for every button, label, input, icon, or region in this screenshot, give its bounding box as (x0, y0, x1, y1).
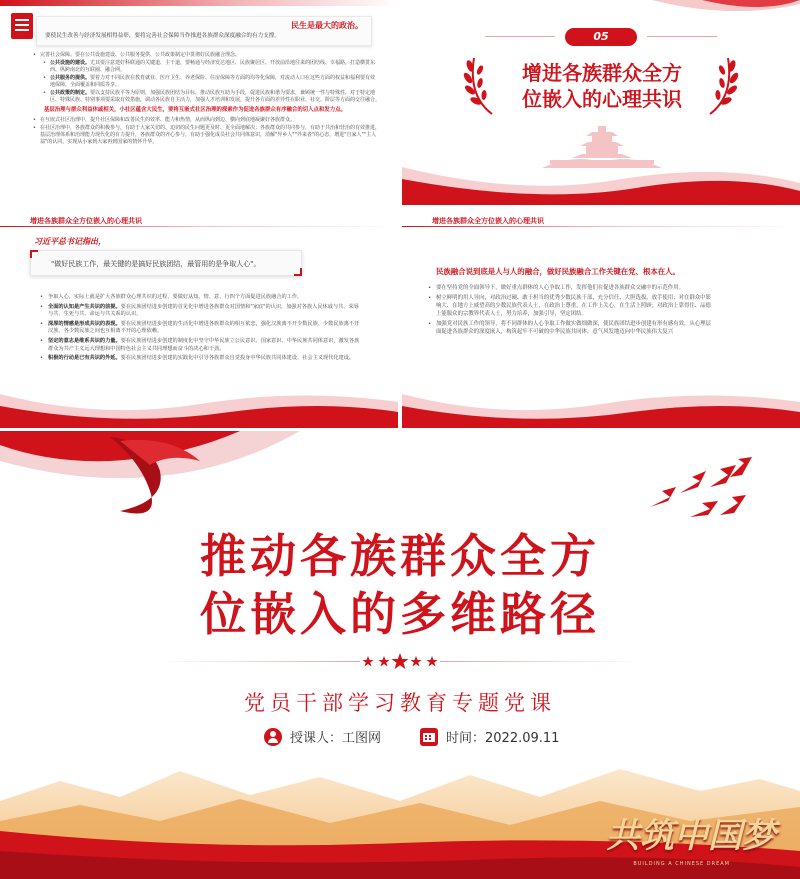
speaker-info (264, 727, 381, 746)
list-item: • 公共政策的制定。要以支持民族平等为原则，加强民族团结为目标，推动民族互助为手段，促进民族和谐为要求，兼顾统一性与特殊性，对于特定地区、特殊民族、特别事项要采取有效措施，调动各民族自主活力，加强人才培训和发展，提升各方面的差异性在职业、社交、阶层等方面的交往融合。 (30, 90, 380, 104)
lead-text: 民族融合说到底是人与人的融合，做好民族融合工作关键在党、根本在人。 (436, 267, 680, 276)
red-wave-decoration (402, 380, 800, 428)
main-title: 推动各族群众全方 位嵌入的多维路径 (200, 529, 600, 641)
slide-psychological-consensus-1 (0, 208, 398, 428)
red-wave-decoration (0, 380, 398, 428)
list-item: • 积极的行动是已有共识的外延。要在民族团结进步创建的实践化中引导各族群众自觉投身中华民族共同体建设、社会主义现代化建设。 (40, 355, 362, 363)
list-item: • 加强党对民族工作的领导，将不同群体的人心争取工作做实做细做深，使民族团结进步创建有形有感有效，从心理层面促进各族群众的深度嵌入，构筑起牢不可破的中华民族共同体，意气风发地迈向中华民族伟大复兴 (426, 320, 716, 336)
section-title: 增进各族群众全方 位嵌入的心理共识 (522, 61, 682, 111)
list-item: • 坚定的意志是维系共识的力量。要在民族团结进步创建的制度化中坚守中华民族立公民意识、国家意识、中华民族共同体意识，激发各族群众为共产主义远大理想和中国特色社会主义共同理想而奋斗的决心和干劲。 (40, 338, 362, 353)
title-rule-left (160, 661, 360, 662)
quote-box (36, 16, 372, 46)
slide-header: 增进各族群众全方位嵌入的心理共识 (30, 217, 142, 225)
header-divider (0, 226, 398, 227)
cover-slide (0, 431, 800, 879)
list-item: • 全面的认知是产生共识的前提。要在民族团结进步创建的首见化中增进各族群众对国情和"家底"的认识，加强对各族人民休戚与共、荣辱与共、生死与共、命运与共关系的认识。 (40, 304, 362, 319)
slide-body (426, 284, 716, 338)
header-divider (402, 226, 800, 227)
section-number-badge: 05 (565, 28, 637, 46)
list-item: • 深厚的情感是形成共识的表现。要在民族团结进步创建的生活化中增进各族群众的相互依恋，强化汉族离不开少数民族、少数民族离不开汉族、各少数民族之间也互相离不开的心理依赖。 (40, 321, 362, 336)
quote-text: 要使民生改善与经济发展相得益彰，要将完善社会保障当作推进各族群众深度融合的有力支撑。 (45, 33, 280, 39)
date-info (420, 727, 559, 746)
list-item: • 要在坚持党的全面领导下，做好重点群体的人心争取工作，发挥他们在促进各族群众交融中的示范作用。 (426, 284, 716, 292)
stars-decoration (360, 653, 440, 669)
slide-social-security (0, 0, 398, 205)
red-wave-decoration (402, 157, 800, 205)
list-item: • 公共服务的提供。要着力对不同民族在教育就业、医疗卫生、养老保险、住房保障等方面的均等化保障，对流动人口在这些方面的权益和福利要有效地保障，全面覆盖和同质等享。 (30, 75, 380, 89)
quote-lead: 习近平总书记指出， (34, 237, 106, 246)
title-rule-right (440, 661, 640, 662)
doves-decoration (640, 457, 760, 527)
quote-box (30, 250, 302, 276)
speaker-text: 授课人：工图网 (290, 731, 382, 746)
document-icon (11, 13, 33, 39)
intro-text: • 完善社会保障。要在公共设施建设、公共服务提供、公共政策制定中贯彻好民族融合理念。 (30, 52, 380, 59)
top-wave-decoration (402, 0, 800, 28)
quote-text: "做好民族工作，最关键的是搞好民族团结，最管用的是争取人心"。 (51, 260, 261, 268)
slide-body (40, 294, 362, 365)
calligraphy-subtext: BUILDING A CHINESE DREAM (633, 861, 730, 867)
list-item: • 争取人心，实际上就是扩大各族群众心理共识的过程，要做好从知、情、意、行四个方面促进民族融合的工作。 (40, 294, 362, 302)
course-subtitle: 党员干部学习教育专题党课 (244, 691, 556, 715)
slide-psychological-consensus-2 (402, 208, 800, 428)
list-item: • 树立鲜明的用人导向，对政治过硬、敢于担当的优秀少数民族干部，充分信任、大胆选拔，放手使用；对在群众中影响大、在地方上威望高的少数民族代表人士，在政治上尊重，在工作上关心，在生活上照顾；对政治上靠得住、品德上能服众的宗教界代表人士，努力培养，加强引导，坚定团结。 (426, 294, 716, 318)
list-item: • 在互嵌式社区治理中，提升社区保障和改善民生的效率、能力和热情，从而纵向到边、横向到底地凝聚好各族群众。 (30, 117, 380, 124)
person-icon (264, 728, 282, 746)
slide-header: 增进各族群众全方位嵌入的心理共识 (432, 217, 544, 225)
slide-body (30, 52, 380, 147)
quote-title: 民生是最大的政治。 (291, 21, 363, 30)
slide-section-05 (402, 0, 800, 205)
laurel-left-icon (462, 52, 502, 118)
laurel-right-icon (700, 52, 740, 118)
date-text: 时间：2022.09.11 (446, 731, 560, 746)
calendar-icon (420, 728, 438, 746)
highlight-text: 基层治理与群众利益休戚相关，小社区蕴含大民生，要将互嵌式社区治理的探索作为促进各族群众有序融合的切入点和发力点。 (44, 107, 346, 113)
list-item: • 公共设施的建设。尤其要注意建好科联通的关键道、主干道，要畅通与经济发达地区、民族聚居区、开放前沿地往来的团结线、幸福路，打造横贯东西、纵跨南北的互联圈、融合网。 (30, 60, 380, 74)
list-item: • 在社区治理中，各族群众的积极参与，有助于大家关切的、迫切的民生问题更及时、更全面地解决；各族群众的共同参与，有助于共治和营治的有效推进，基层治理体系和治理能力现代化的有力提升，各族群众的齐心参与，有助于强化成员社会共同体意识，消解"异乡人""外来者"的心态，增进"自家人""主人翁"的认同，实现从小家到大家再到国家的情怀升华。 (30, 125, 380, 146)
header-strip (0, 0, 398, 6)
calligraphy-logo: 共筑中国梦 (606, 816, 776, 856)
